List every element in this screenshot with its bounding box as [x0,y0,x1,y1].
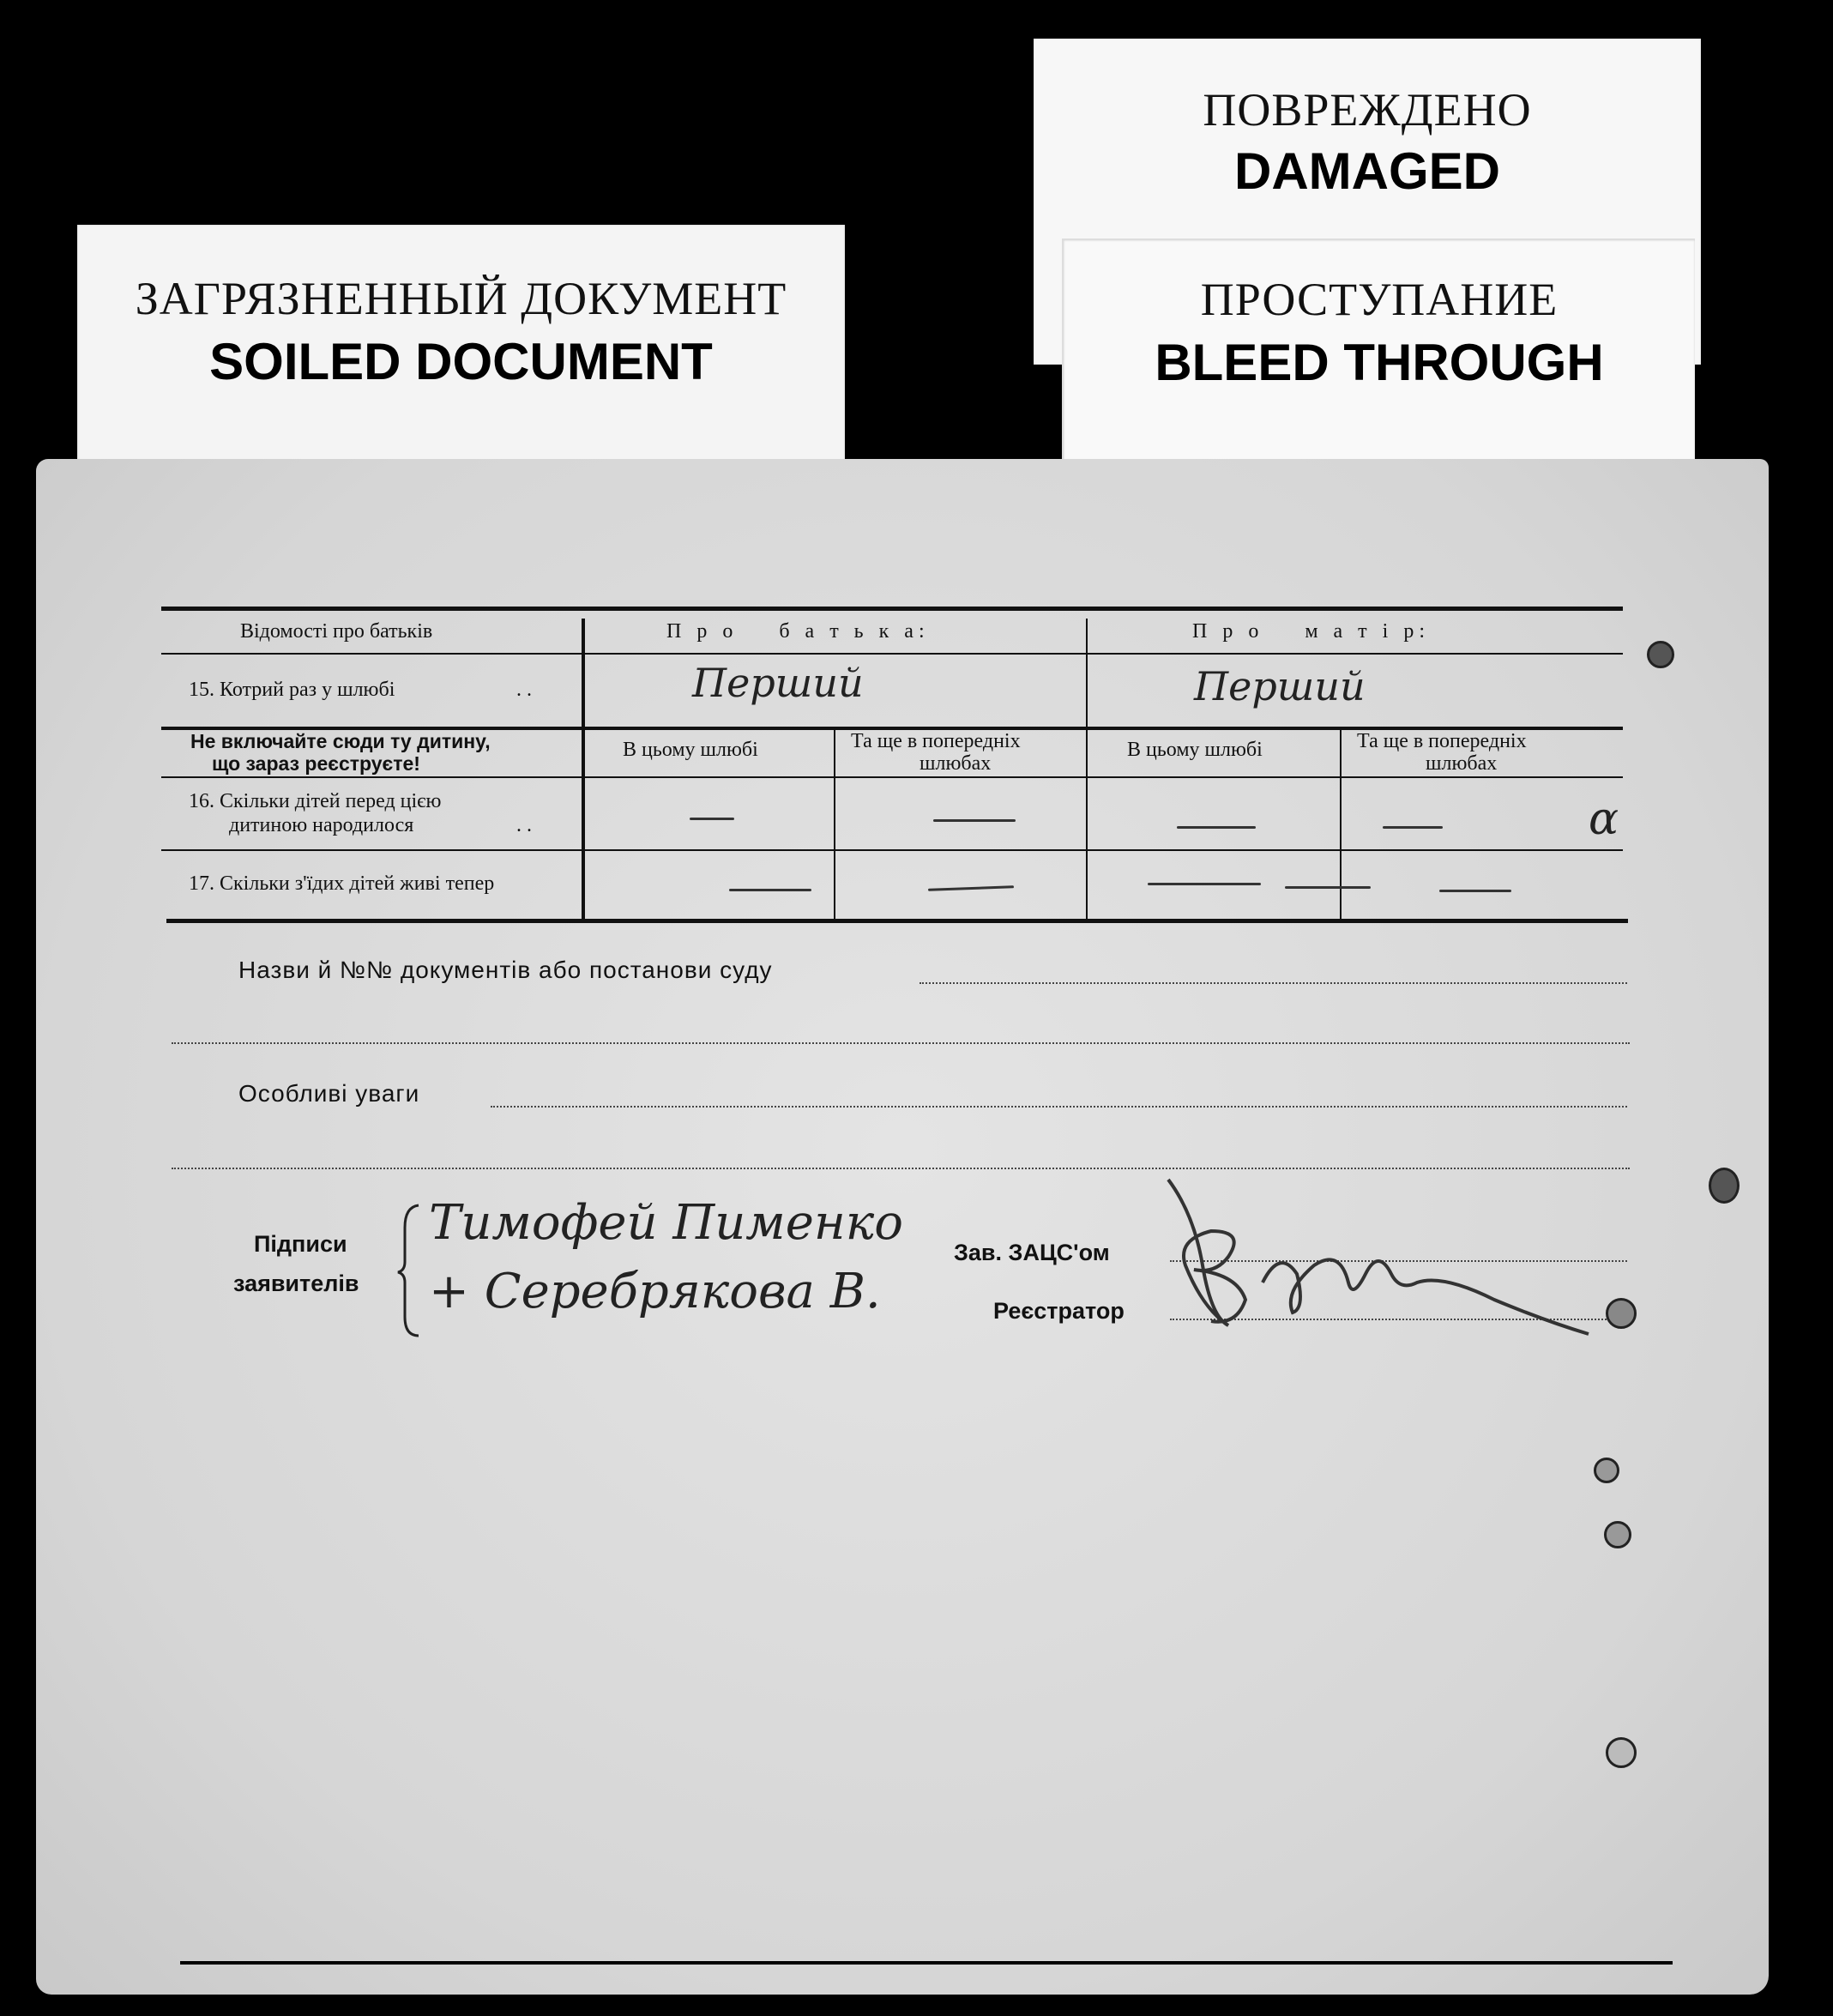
notes-label: Особливі уваги [238,1080,420,1107]
soiled-tag-english: SOILED DOCUMENT [209,333,713,390]
row17-father-this-dash [729,889,811,891]
punch-hole [1647,641,1674,668]
registrar-label: Реєстратор [993,1298,1125,1324]
header-parents-info: Відомості про батьків [240,620,433,643]
col-mother-previous-line1: Та ще в попередніх [1357,730,1527,752]
header-about-father: П р о б а т ь к а: [666,620,930,643]
bleed-tag-english: BLEED THROUGH [1155,334,1604,391]
punch-hole [1606,1737,1637,1768]
row15-mother-handwritten: Перший [1194,663,1366,709]
col-mother-this-marriage: В цьому шлюбі [1127,739,1263,761]
head-registry-label: Зав. ЗАЦС'ом [954,1240,1110,1265]
table-top-rule [161,607,1623,611]
damaged-tag-russian: ПОВРЕЖДЕНО [1203,84,1532,136]
table-header-rule [161,653,1623,655]
row16-label-line1: 16. Скільки дітей перед цією [189,790,442,812]
table-row16-rule [161,849,1623,851]
row15-dots: . . [516,679,532,701]
col-father-previous-line2: шлюбах [920,752,992,775]
punch-hole [1594,1458,1619,1483]
note-line2: що зараз реєструєте! [212,752,420,775]
punch-hole [1606,1298,1637,1329]
col-father-this-marriage: В цьому шлюбі [623,739,758,761]
applicant2-signature: + Серебрякова В. [429,1264,881,1319]
row17-mother-mid-dash [1285,886,1371,889]
note-line1: Не включайте сюди ту дитину, [190,730,491,752]
row16-label-line2: дитиною народилося [229,814,414,836]
bleed-tag-russian: ПРОСТУПАНИЕ [1200,274,1559,325]
row16-mother-prev-dash [1383,826,1443,829]
notes-line-1 [491,1106,1627,1108]
row15-father-handwritten: Перший [692,660,864,706]
row16-father-prev-dash [933,819,1016,822]
applicant1-signature: Тимофей Пименко [429,1195,903,1251]
table-bottom-rule [166,919,1628,923]
row17-label: 17. Скільки з'їдих дітей живі тепер [189,872,495,895]
row17-mother-prev-dash [1439,890,1511,892]
documents-label: Назви й №№ документів або постанови суду [238,957,773,983]
documents-line-2 [172,1042,1630,1044]
col-mother-previous-line2: шлюбах [1426,752,1498,775]
head-registry-signature [1134,1162,1614,1360]
row17-father-prev-dash [928,885,1014,890]
signatures-label-line2: заявителів [233,1271,359,1296]
row16-father-this-dash [690,818,734,820]
damaged-tag-english: DAMAGED [1234,142,1500,200]
signature-brace [396,1202,422,1339]
registration-form-page [36,459,1769,1995]
row16-mother-this-dash [1177,826,1256,829]
table-divider-mother-sub [1340,730,1342,920]
table-divider-label [582,619,585,920]
signatures-label-line1: Підписи [254,1231,347,1257]
margin-handwritten-mark: ɑ [1589,794,1619,845]
table-divider-father-sub [834,730,835,920]
punch-hole [1709,1168,1740,1204]
bottom-frame-rule [180,1961,1673,1965]
table-divider-middle [1086,619,1088,920]
documents-line-1 [920,982,1627,984]
soiled-document-tag [77,225,845,474]
punch-hole [1604,1521,1631,1548]
soiled-tag-russian: ЗАГРЯЗНЕННЫЙ ДОКУМЕНТ [135,273,787,324]
row17-mother-this-dash [1148,883,1261,885]
header-about-mother: П р о м а т і р: [1192,620,1430,643]
col-father-previous-line1: Та ще в попередніх [851,730,1021,752]
row16-dots: . . [516,814,532,836]
row15-label: 15. Котрий раз у шлюбі [189,679,395,701]
table-subheader-rule [161,776,1623,778]
